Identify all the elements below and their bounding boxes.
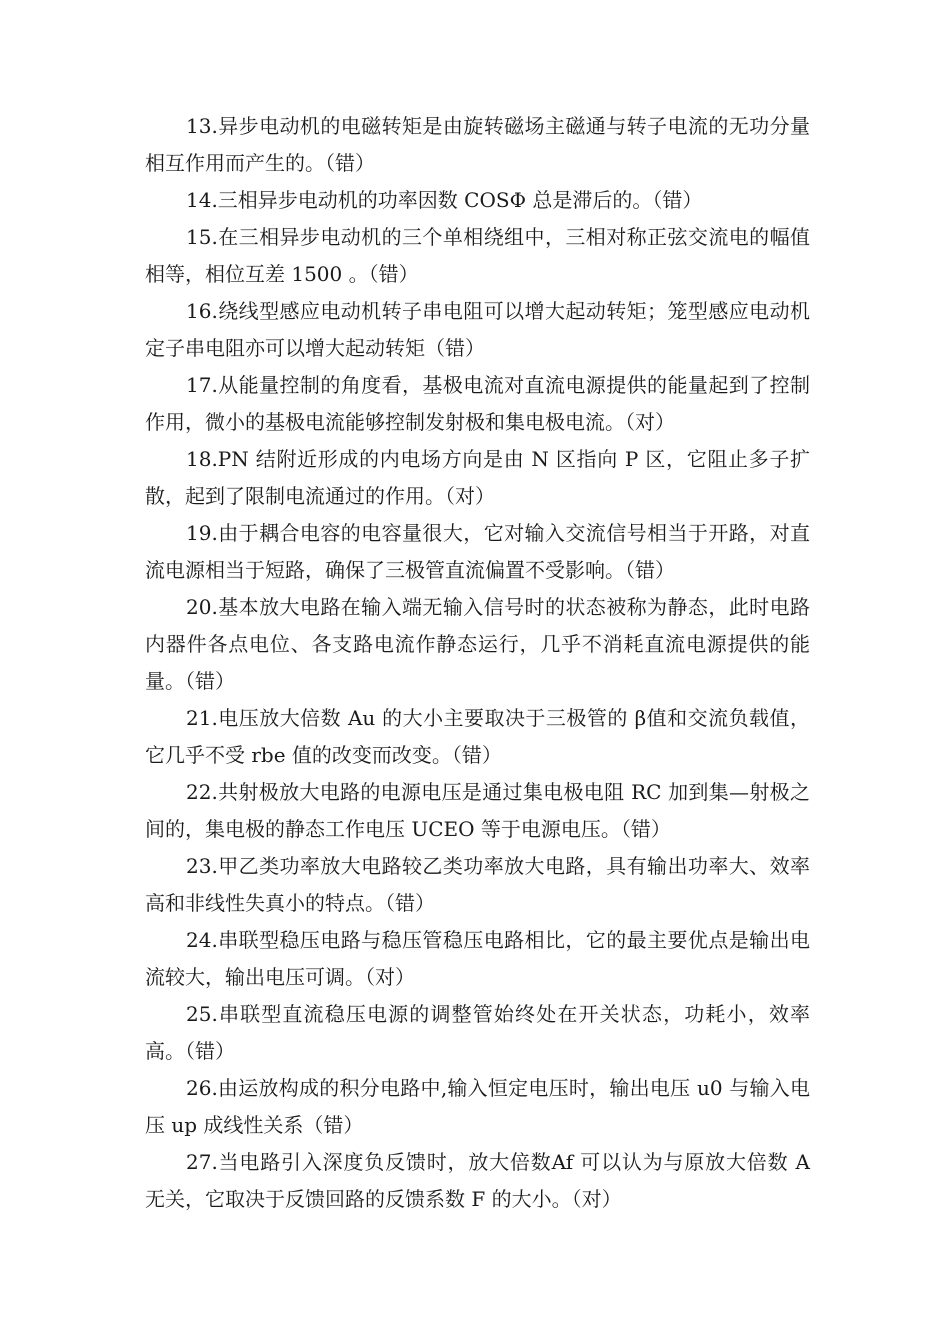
- question-18: 18.PN 结附近形成的内电场方向是由 N 区指向 P 区，它阻止多子扩散，起到了限制电流通过的作用。（对）: [145, 447, 810, 508]
- question-23: 23.甲乙类功率放大电路较乙类功率放大电路，具有输出功率大、效率高和非线性失真小的特点。（错）: [145, 854, 810, 915]
- question-26: 26.由运放构成的积分电路中,输入恒定电压时，输出电压 u0 与输入电压 up 成线性关系（错）: [145, 1076, 810, 1137]
- question-15: 15.在三相异步电动机的三个单相绕组中，三相对称正弦交流电的幅值相等，相位互差 1500 。（错）: [145, 225, 810, 286]
- question-16: 16.绕线型感应电动机转子串电阻可以增大起动转矩；笼型感应电动机定子串电阻亦可以增大起动转矩（错）: [145, 299, 810, 360]
- question-13: 13.异步电动机的电磁转矩是由旋转磁场主磁通与转子电流的无功分量相互作用而产生的。（错）: [145, 114, 810, 175]
- question-27: 27.当电路引入深度负反馈时，放大倍数Af 可以认为与原放大倍数 A 无关，它取决于反馈回路的反馈系数 F 的大小。（对）: [145, 1150, 810, 1211]
- question-17: 17.从能量控制的角度看，基极电流对直流电源提供的能量起到了控制作用，微小的基极电流能够控制发射极和集电极电流。（对）: [145, 373, 810, 434]
- question-22: 22.共射极放大电路的电源电压是通过集电极电阻 RC 加到集—射极之间的，集电极的静态工作电压 UCEO 等于电源电压。（错）: [145, 780, 810, 841]
- question-24: 24.串联型稳压电路与稳压管稳压电路相比，它的最主要优点是输出电流较大，输出电压可调。（对）: [145, 928, 810, 989]
- question-21: 21.电压放大倍数 Au 的大小主要取决于三极管的 β值和交流负载值，它几乎不受 rbe 值的改变而改变。（错）: [145, 706, 810, 767]
- question-20: 20.基本放大电路在输入端无输入信号时的状态被称为静态，此时电路内器件各点电位、各支路电流作静态运行，几乎不消耗直流电源提供的能量。（错）: [145, 595, 810, 693]
- question-25: 25.串联型直流稳压电源的调整管始终处在开关状态，功耗小，效率高。（错）: [145, 1002, 810, 1063]
- document-page: [145, 108, 810, 1218]
- question-19: 19.由于耦合电容的电容量很大，它对输入交流信号相当于开路，对直流电源相当于短路，确保了三极管直流偏置不受影响。（错）: [145, 521, 810, 582]
- question-14: 14.三相异步电动机的功率因数 COSΦ 总是滞后的。（错）: [186, 188, 703, 212]
